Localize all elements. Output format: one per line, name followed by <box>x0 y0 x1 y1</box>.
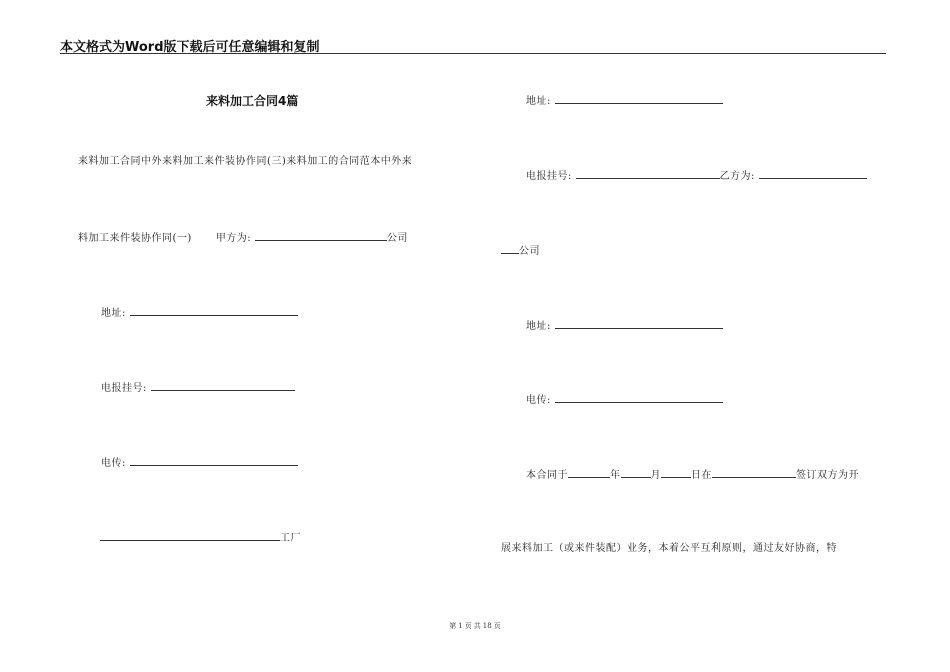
place-blank <box>712 467 796 478</box>
contract-date-row <box>526 467 859 483</box>
footer-total-prefix: 共 <box>473 622 481 630</box>
contract-suffix: 签订双方为开 <box>796 470 859 481</box>
month-blank <box>621 467 651 478</box>
right-telegraph-label: 电报挂号: <box>526 171 572 182</box>
left-fax-label: 电传: <box>101 458 126 469</box>
footer-page-total: 18 <box>482 622 492 630</box>
left-address-row <box>101 305 298 321</box>
business-line: 展来料加工（或来件装配）业务，本着公平互利原则，通过友好协商，特 <box>501 543 837 554</box>
header-divider <box>60 53 886 54</box>
year-label: 年 <box>610 470 621 481</box>
left-fax-row <box>101 455 298 471</box>
party-b-label: 乙方为: <box>719 171 755 182</box>
party-b-suffix: 公司 <box>519 246 540 257</box>
footer-page-current: 1 <box>458 622 463 630</box>
footer-total-unit: 页 <box>493 622 501 630</box>
footer-page-prefix: 第 <box>449 622 457 630</box>
left-fax-blank <box>130 455 298 466</box>
intro-line-2-row <box>78 230 408 246</box>
left-telegraph-row <box>101 380 295 396</box>
day-blank <box>661 467 691 478</box>
footer-page-unit: 页 <box>464 622 472 630</box>
right-telegraph-blank <box>576 168 720 179</box>
right-address-label: 地址: <box>526 96 551 107</box>
factory-row <box>100 530 301 546</box>
page-header-title: 本文格式为Word版下载后可任意编辑和复制 <box>60 40 320 55</box>
right-fax-blank <box>555 392 723 403</box>
factory-suffix: 工厂 <box>280 533 301 544</box>
right-address-label-2: 地址: <box>526 321 551 332</box>
month-label: 月 <box>650 470 661 481</box>
contract-prefix: 本合同于 <box>526 470 568 481</box>
right-address-row-2 <box>526 318 723 334</box>
party-a-blank <box>255 230 387 241</box>
party-a-suffix: 公司 <box>386 233 408 244</box>
intro-line-2: 料加工来件装协作同(一) <box>78 233 192 244</box>
year-blank <box>568 467 610 478</box>
party-b-suffix-row <box>501 243 540 259</box>
right-fax-label: 电传: <box>526 395 551 406</box>
right-address-blank <box>555 93 723 104</box>
factory-blank <box>100 530 280 541</box>
party-b-blank <box>759 168 867 179</box>
right-telegraph-row <box>526 168 867 184</box>
left-telegraph-label: 电报挂号: <box>101 383 147 394</box>
right-fax-row <box>526 392 723 408</box>
day-at-label: 日在 <box>691 470 712 481</box>
right-address-blank-2 <box>555 318 723 329</box>
party-b-suffix-blank <box>501 243 519 254</box>
right-address-row <box>526 93 723 109</box>
left-address-blank <box>130 305 298 316</box>
party-a-label: 甲方为: <box>215 233 252 244</box>
page-footer <box>0 621 950 631</box>
left-telegraph-blank <box>151 380 295 391</box>
document-title: 来料加工合同4篇 <box>206 94 299 108</box>
left-address-label: 地址: <box>101 308 126 319</box>
intro-line-1: 来料加工合同中外来料加工来件装协作同(三)来料加工的合同范本中外来 <box>78 156 413 167</box>
